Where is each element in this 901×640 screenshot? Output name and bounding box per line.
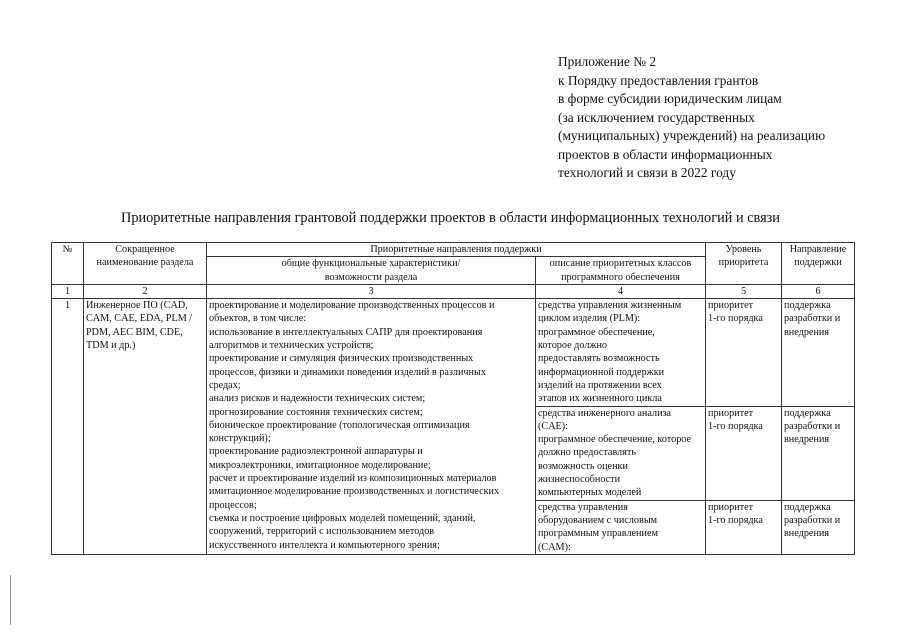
- priority-table: [51, 242, 855, 555]
- header-priority-directions: Приоритетные направления поддержки: [207, 243, 706, 257]
- row-support: поддержка разработки и внедрения: [782, 406, 855, 500]
- row-support: поддержка разработки и внедрения: [782, 299, 855, 406]
- appendix-line: технологий и связи в 2022 году: [558, 165, 736, 180]
- table-row: [52, 299, 855, 406]
- header-level: Уровень приоритета: [706, 243, 782, 285]
- row-section: Инженерное ПО (CAD, CAM, CAE, EDA, PLM / PDM, AEC BIM, CDE, TDM и др.): [84, 299, 207, 555]
- appendix-line: к Порядку предоставления грантов: [558, 72, 759, 88]
- row-classes: средства инженерного анализа (CAE): программное обеспечение, которое должно предоставлять возможность оценки жизнеспособности компьютерных моделей: [536, 406, 706, 500]
- appendix-line: Приложение № 2: [558, 54, 657, 69]
- col-number: 2: [84, 284, 207, 298]
- col-number: 4: [536, 284, 706, 298]
- appendix-line: (за исключением государственных: [558, 109, 755, 125]
- column-number-row: [52, 284, 855, 298]
- header-general: общие функциональные характеристики/ возможности раздела: [207, 257, 536, 285]
- header-classes: описание приоритетных классов программного обеспечения: [536, 257, 706, 285]
- col-number: 1: [52, 284, 84, 298]
- row-general: проектирование и моделирование производственных процессов и объектов, в том числе: использование в интеллектуальных САПР для проектирования алгоритмов и технических устройств; проектирование и симуляция физических производственных процессов, физики и динамики поведения изделий в различных средах; анализ рисков и надежности технических систем; прогнозирование состояния технических систем; бионическое проектирование (топологическая оптимизация конструкций); проектирование радиоэлектронной аппаратуры и микроэлектроники, имитационное моделирование; расчет и проектирование изделий из композиционных материалов имитационное моделирование производственных и логистических процессов; съемка и построение цифровых моделей помещений, зданий, сооружений, территорий с использованием методов искусственного интеллекта и компьютерного зрения;: [207, 299, 536, 555]
- col-number: 3: [207, 284, 536, 298]
- row-level: приоритет 1-го порядка: [706, 500, 782, 554]
- header-num: №: [52, 243, 84, 285]
- row-num: 1: [52, 299, 84, 555]
- document-title: Приоритетные направления грантовой поддержки проектов в области информационных технологий и связи: [121, 210, 780, 226]
- appendix-line: проектов в области информационных: [558, 146, 773, 162]
- header-support: Направление поддержки: [782, 243, 855, 285]
- header-row: [52, 243, 855, 257]
- col-number: 5: [706, 284, 782, 298]
- row-classes: средства управления жизненным циклом изделия (PLM): программное обеспечение, которое должно предоставлять возможность информационной поддержки изделий на протяжении всех этапов их жизненного цикла: [536, 299, 706, 406]
- row-support: поддержка разработки и внедрения: [782, 500, 855, 554]
- scan-artifact-line: [10, 575, 11, 625]
- header-section: Сокращенное наименование раздела: [84, 243, 207, 285]
- row-level: приоритет 1-го порядка: [706, 406, 782, 500]
- appendix-line: в форме субсидии юридическим лицам: [558, 91, 782, 106]
- row-level: приоритет 1-го порядка: [706, 299, 782, 406]
- row-classes: средства управления оборудованием с числовым программным управлением (CAM):: [536, 500, 706, 554]
- appendix-line: (муниципальных) учреждений) на реализацию: [558, 128, 826, 143]
- col-number: 6: [782, 284, 855, 298]
- appendix-header: [558, 53, 878, 183]
